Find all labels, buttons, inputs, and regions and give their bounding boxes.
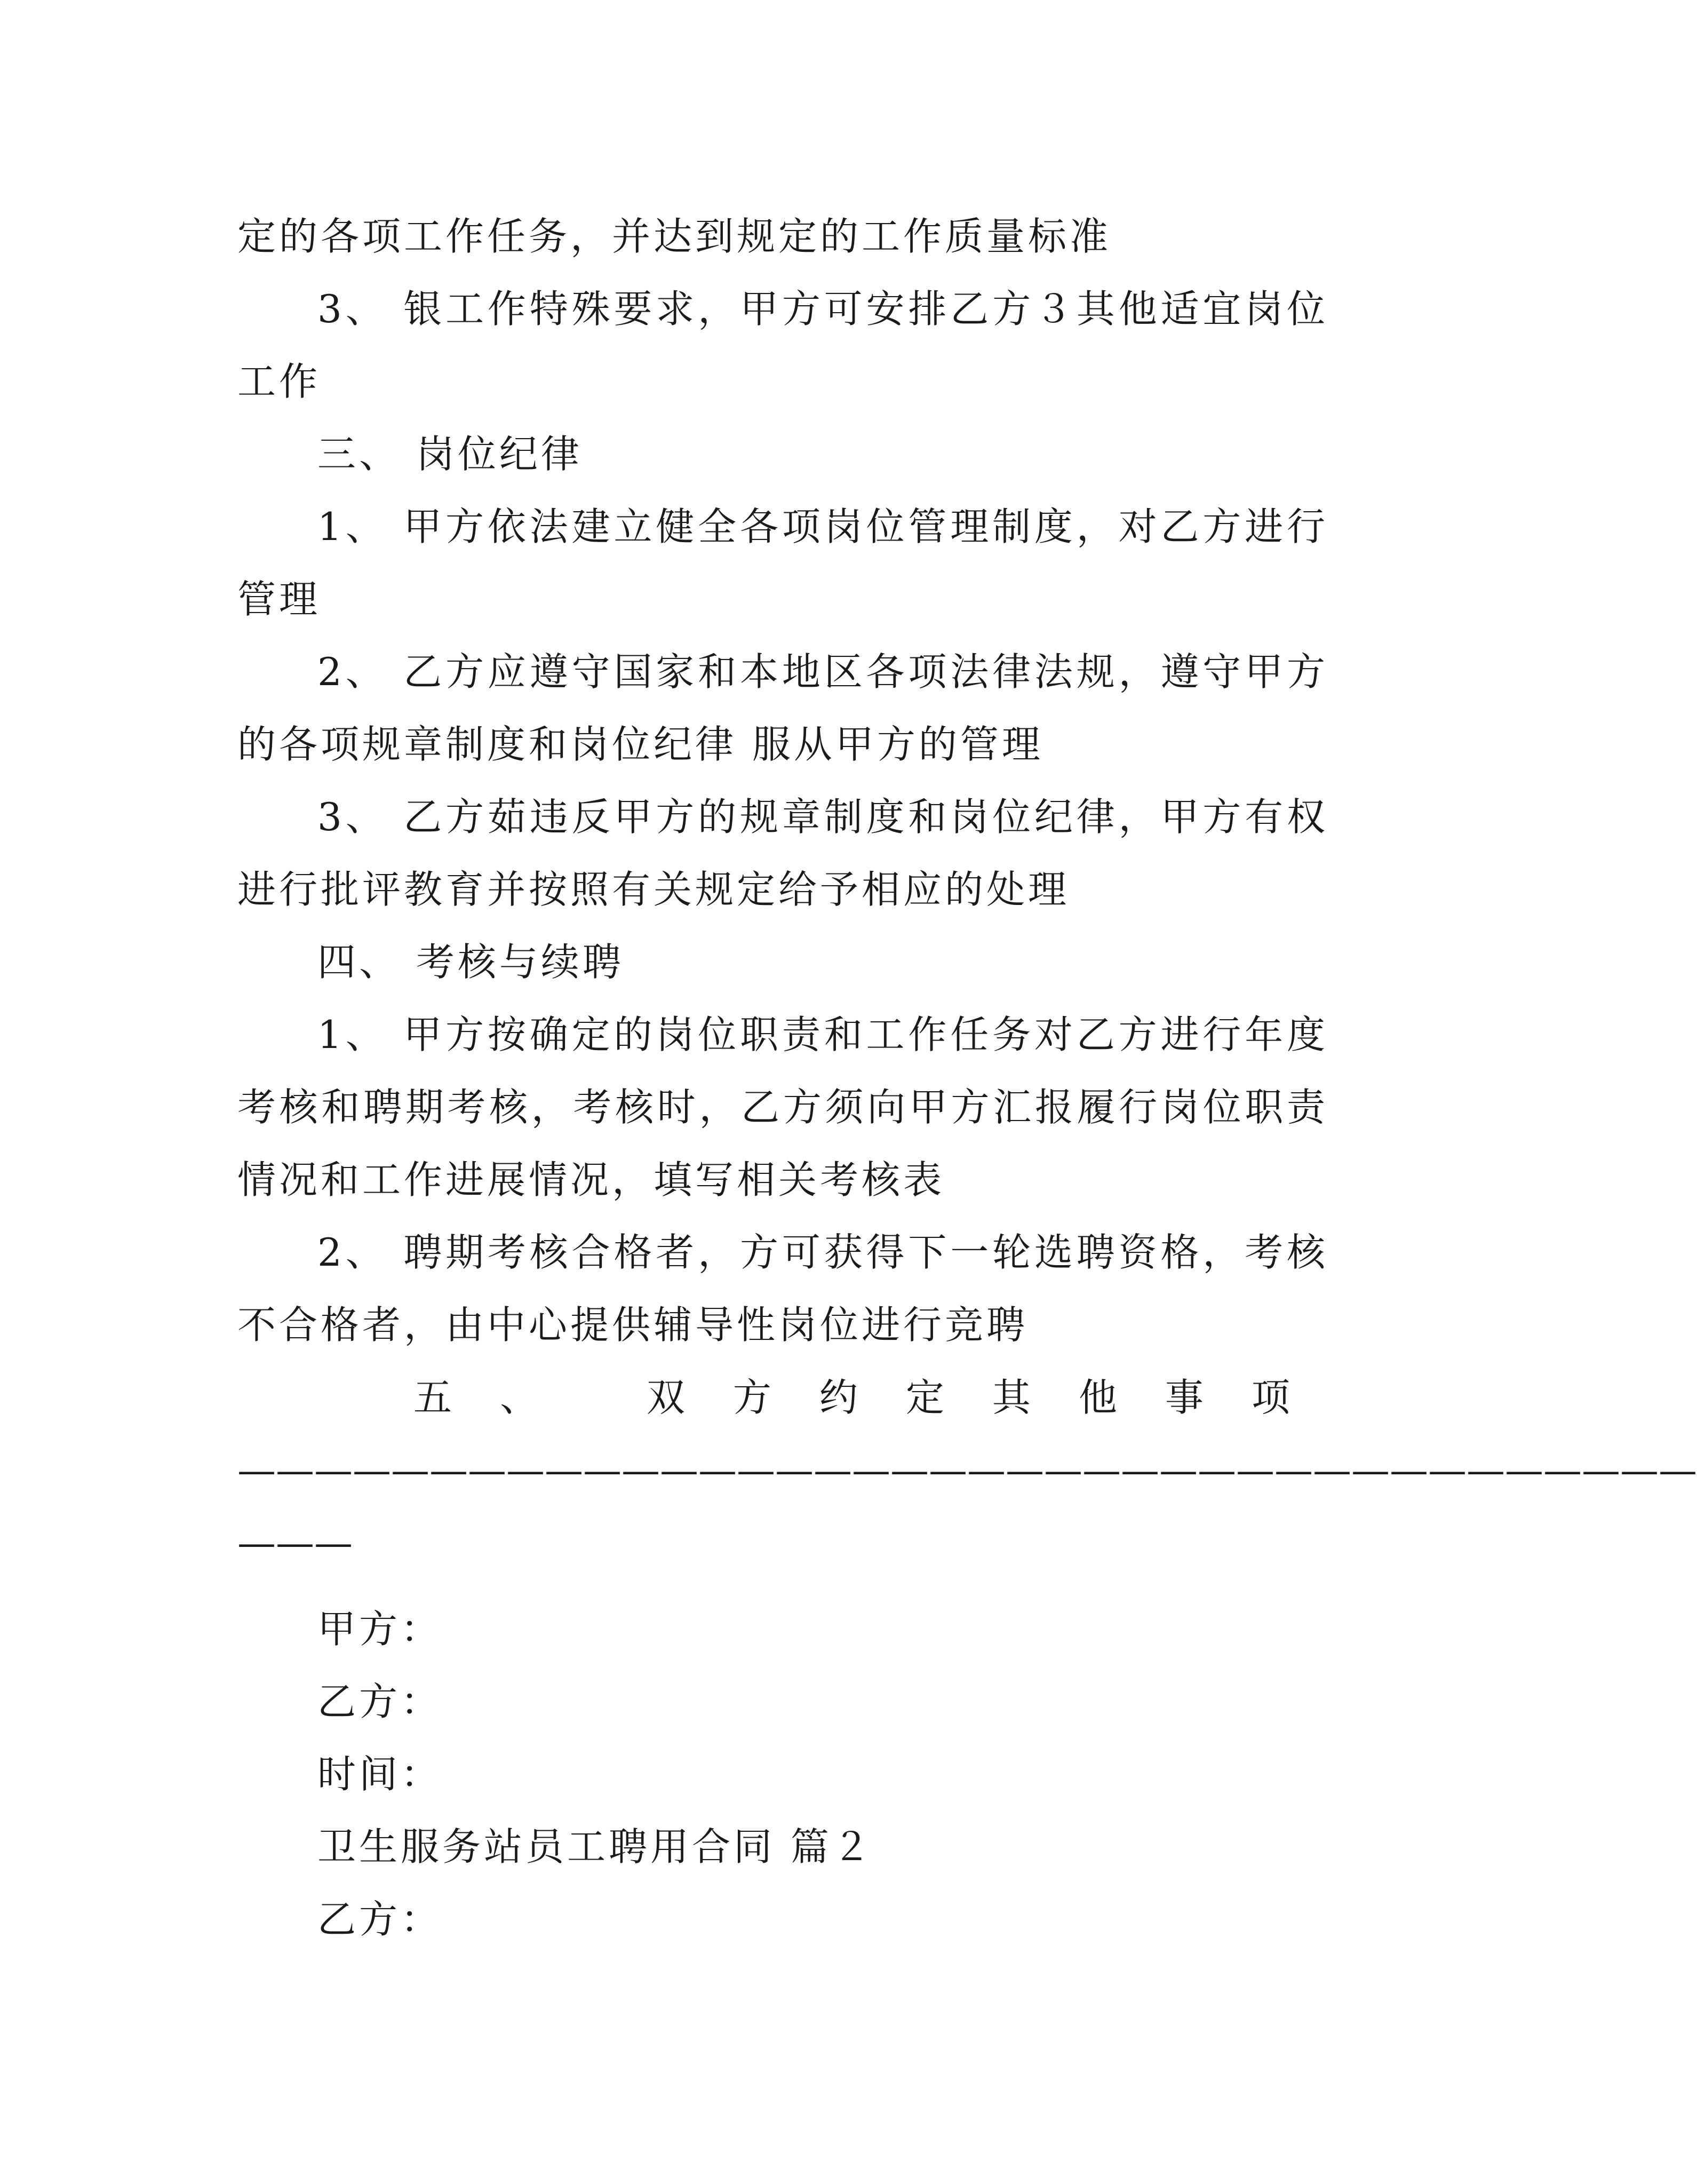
- clause-3-3: 3、 乙方茹违反甲方的规章制度和岗位纪律，甲方有权进行批评教育并按照有关规定给予相应的处理: [237, 795, 1328, 912]
- clause-4-2: 2、 聘期考核合格者，方可获得下一轮选聘资格，考核不合格者，由中心提供辅导性岗位进行竞聘: [237, 1230, 1328, 1347]
- clause-3-2: 2、 乙方应遵守国家和本地区各项法律法规，遵守甲方的各项规章制度和岗位纪律 服从甲方的管理: [237, 649, 1328, 767]
- blank-rule-short: ———: [237, 1520, 353, 1565]
- section-heading-other-matters-text: 五、 双方约定其他事项: [413, 1375, 1338, 1420]
- spacer: [237, 1579, 1328, 1593]
- clause-3-1: 1、 甲方依法建立健全各项岗位管理制度，对乙方进行管理: [237, 504, 1328, 622]
- time-label: 时间：: [317, 1752, 443, 1797]
- clause-2-3: 3、 银工作特殊要求，甲方可安排乙方３其他适宜岗位工作: [237, 287, 1328, 404]
- section-heading-assessment: 四、 考核与续聘: [317, 940, 624, 984]
- section-heading-discipline: 三、 岗位纪律: [317, 432, 583, 476]
- party-a-label: 甲方：: [317, 1607, 443, 1651]
- party-b-label-2: 乙方：: [317, 1897, 443, 1942]
- party-b-label: 乙方：: [317, 1679, 443, 1724]
- clause-4-1: 1、 甲方按确定的岗位职责和工作任务对乙方进行年度考核和聘期考核，考核时，乙方须向甲方汇报履行岗位职责情况和工作进展情况，填写相关考核表: [237, 1012, 1328, 1202]
- contract-title-2: 卫生服务站员工聘用合同 篇２: [317, 1824, 874, 1869]
- contract-body: [237, 200, 1697, 1956]
- paragraph-task-standard: 定的各项工作任务，并达到规定的工作质量标准: [237, 214, 1112, 259]
- section-heading-other-matters: [237, 1361, 1338, 1434]
- blank-rule-long: ——————————————————————————————————————: [237, 1448, 1697, 1492]
